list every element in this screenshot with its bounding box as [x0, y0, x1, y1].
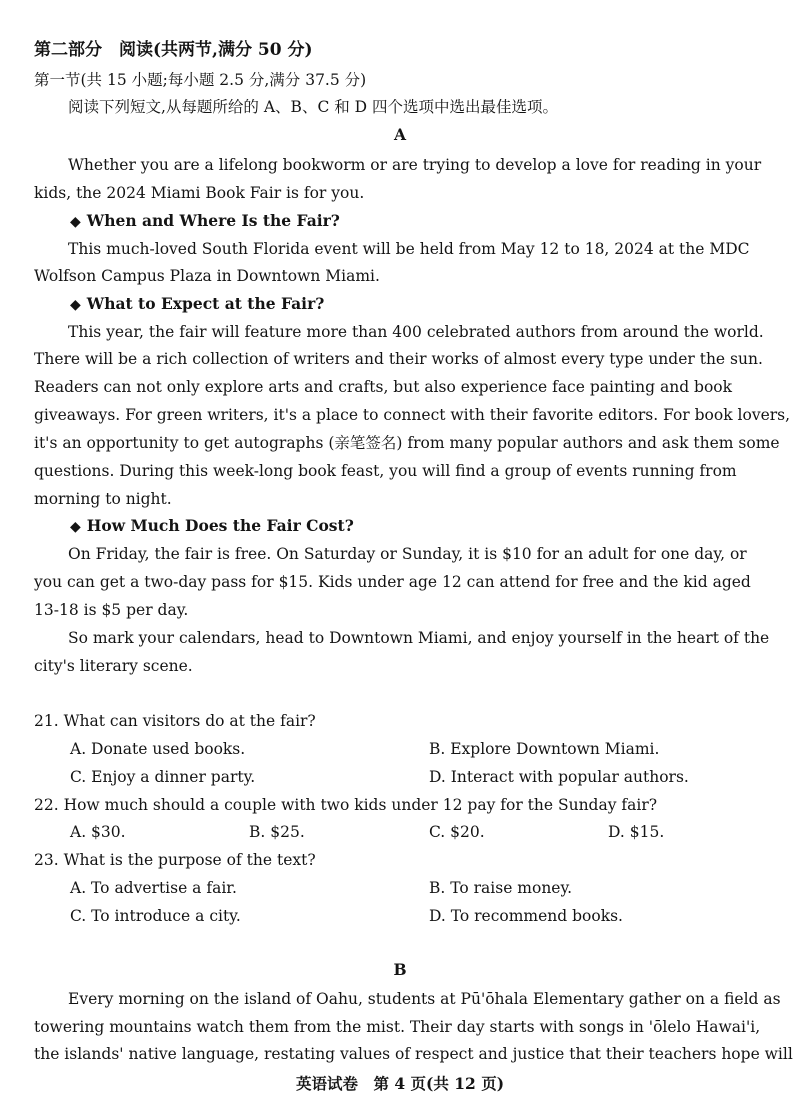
q22-option-b[interactable]: B. $25. [249, 823, 305, 841]
diamond-bullet-icon: ◆ [70, 214, 81, 230]
q21-option-d[interactable]: D. Interact with popular authors. [429, 768, 689, 786]
passage-b-label: B [393, 960, 407, 979]
diamond-bullet-icon: ◆ [70, 519, 81, 535]
question-23-stem: 23. What is the purpose of the text? [34, 851, 316, 869]
q23-option-b[interactable]: B. To raise money. [429, 879, 573, 897]
intro-line-1: Whether you are a lifelong bookworm or are trying to develop a love for reading in your [68, 156, 762, 174]
what-line-4: giveaways. For green writers, it's a place to connect with their favorite editors. For book lovers, [34, 406, 791, 424]
section-title: 第一节(共 15 小题;每小题 2.5 分,满分 37.5 分) [34, 71, 367, 89]
cost-line-3: 13-18 is $5 per day. [34, 601, 189, 619]
question-22-stem: 22. How much should a couple with two kids under 12 pay for the Sunday fair? [34, 796, 658, 814]
heading-cost [70, 516, 354, 537]
what-line-1: This year, the fair will feature more than 400 celebrated authors from around the world. [68, 323, 764, 341]
what-line-7: morning to night. [34, 490, 172, 508]
heading-when-text: When and Where Is the Fair? [86, 211, 340, 230]
q22-option-d[interactable]: D. $15. [608, 823, 665, 841]
passage-b-line-3: the islands' native language, restating values of respect and justice that their teachers hope will [34, 1045, 793, 1063]
passage-a-label: A [393, 125, 407, 144]
what-line-5: it's an opportunity to get autographs (亲笔签名) from many popular authors and ask them some [34, 434, 780, 452]
cost-line-1: On Friday, the fair is free. On Saturday or Sunday, it is $10 for an adult for one day, or [68, 545, 747, 563]
closing-line-2: city's literary scene. [34, 657, 193, 675]
q22-option-c[interactable]: C. $20. [429, 823, 485, 841]
passage-b-line-1: Every morning on the island of Oahu, students at Pū'ōhala Elementary gather on a field as [68, 990, 781, 1008]
when-line-1: This much-loved South Florida event will be held from May 12 to 18, 2024 at the MDC [68, 240, 750, 258]
part-title: 第二部分 阅读(共两节,满分 50 分) [34, 40, 313, 60]
what-line-3: Readers can not only explore arts and crafts, but also experience face painting and book [34, 378, 733, 396]
intro-line-2: kids, the 2024 Miami Book Fair is for you. [34, 184, 365, 202]
heading-what [70, 294, 324, 315]
passage-b-line-2: towering mountains watch them from the mist. Their day starts with songs in 'ōlelo Hawai'i, [34, 1018, 761, 1036]
q21-option-b[interactable]: B. Explore Downtown Miami. [429, 740, 660, 758]
cost-line-2: you can get a two-day pass for $15. Kids under age 12 can attend for free and the kid aged [34, 573, 751, 591]
heading-when [70, 211, 340, 232]
q21-option-c[interactable]: C. Enjoy a dinner party. [70, 768, 256, 786]
what-line-2: There will be a rich collection of writers and their works of almost every type under the sun. [34, 350, 763, 368]
heading-what-text: What to Expect at the Fair? [86, 294, 325, 313]
instruction: 阅读下列短文,从每题所给的 A、B、C 和 D 四个选项中选出最佳选项。 [68, 98, 559, 116]
when-line-2: Wolfson Campus Plaza in Downtown Miami. [34, 267, 380, 285]
q21-option-a[interactable]: A. Donate used books. [70, 740, 246, 758]
diamond-bullet-icon: ◆ [70, 297, 81, 313]
closing-line-1: So mark your calendars, head to Downtown Miami, and enjoy yourself in the heart of the [68, 629, 770, 647]
heading-cost-text: How Much Does the Fair Cost? [86, 516, 354, 535]
what-line-6: questions. During this week-long book feast, you will find a group of events running from [34, 462, 737, 480]
page-footer: 英语试卷 第 4 页(共 12 页) [295, 1074, 505, 1093]
q23-option-c[interactable]: C. To introduce a city. [70, 907, 241, 925]
q23-option-d[interactable]: D. To recommend books. [429, 907, 623, 925]
question-21-stem: 21. What can visitors do at the fair? [34, 712, 316, 730]
q23-option-a[interactable]: A. To advertise a fair. [70, 879, 237, 897]
q22-option-a[interactable]: A. $30. [70, 823, 126, 841]
